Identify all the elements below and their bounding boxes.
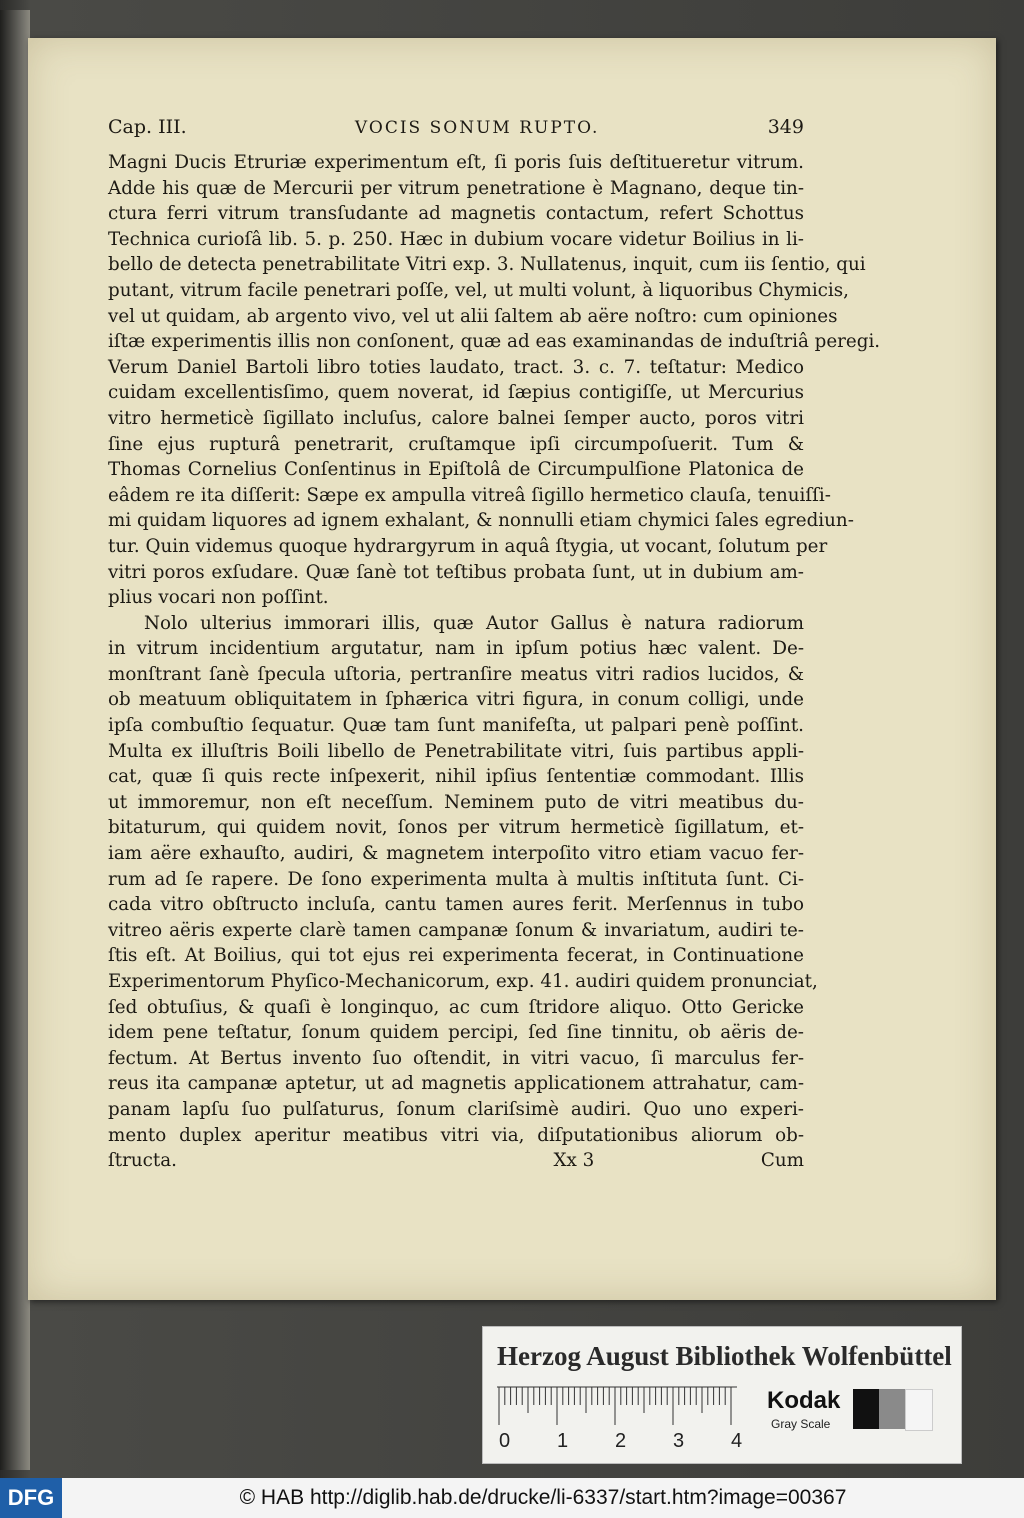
ruler-number: 2	[615, 1430, 627, 1452]
text-line: bitaturum, qui quidem novit, ſonos per vitrum hermeticè ſigillatum, et-	[108, 817, 804, 839]
text-line: mento duplex aperitur meatibus vitri via, diſputationibus aliorum ob-	[108, 1124, 804, 1146]
text-line: bello de detecta penetrabilitate Vitri exp. 3. Nullatenus, inquit, cum iis ſentio, qui	[108, 254, 866, 276]
ruler-scale	[497, 1385, 743, 1452]
text-line: cat, quæ ſi quis recte inſpexerit, nihil ipſius ſententiæ commodant. Illis	[108, 766, 804, 788]
text-line: monſtrant ſanè ſpecula uſtoria, pertranſire meatus vitri radios lucidos, &	[108, 663, 804, 685]
chapter-label: Cap. III.	[108, 116, 187, 138]
text-line: Thomas Cornelius Conſentinus in Epiſtolâ de Circumpulſione Platonica de	[108, 459, 804, 481]
gray-scale-label: Gray Scale	[771, 1417, 831, 1431]
text-line: Multa ex illuſtris Boili libello de Penetrabilitate vitri, ſuis partibus appli-	[108, 740, 804, 762]
text-line: Experimentorum Phyſico-Mechanicorum, exp. 41. audiri quidem pronunciat,	[108, 971, 818, 992]
color-calibration-card	[482, 1326, 962, 1464]
text-line: ſtis eſt. At Boilius, qui tot ejus rei experimenta fecerat, in Continuatione	[108, 945, 804, 967]
swatch-black	[853, 1389, 879, 1429]
ruler-number: 3	[673, 1430, 685, 1452]
text-line: in vitrum incidentium argutatur, nam in ipſum potius hæc valent. De-	[108, 638, 804, 660]
text-line: plius vocari non poſſint.	[108, 587, 329, 609]
text-line: mi quidam liquores ad ignem exhalant, & nonnulli etiam chymici ſales egrediun-	[108, 510, 854, 532]
catchword: Cum	[760, 1150, 804, 1172]
text-line: reus ita campanæ aptetur, ut ad magnetis applicationem attrahatur, cam-	[108, 1073, 804, 1095]
ruler-number: 1	[557, 1430, 569, 1452]
text-line: vitreo aëris experte clarè tamen campanæ ſonum & invariatum, audiri te-	[108, 919, 804, 941]
gray-swatches	[853, 1389, 933, 1429]
text-line: ob meatuum obliquitatem in ſphærica vitri figura, in conum colligi, unde	[108, 689, 804, 711]
footer-bar	[0, 1478, 1024, 1518]
text-line: putant, vitrum facile penetrari poſſe, vel, ut multi volunt, à liquoribus Chymicis,	[108, 279, 849, 301]
text-line: iſtæ experimentis illis non conſonent, quæ ad eas examinandas de induſtriâ peregi.	[108, 331, 881, 353]
running-title: VOCIS SONUM RUPTO.	[354, 118, 600, 138]
text-line: vitro hermeticè ſigillato incluſus, calore balnei ſemper aucto, poros vitri	[108, 407, 804, 429]
kodak-logo: Kodak	[767, 1387, 841, 1414]
ruler-number: 4	[731, 1430, 743, 1452]
text-line: ſed obtuſius, & quaſi è longinquo, ac cum ſtridore aliquo. Otto Gericke	[108, 996, 804, 1018]
text-line: fectum. At Bertus invento ſuo oſtendit, in vitri vacuo, ſi marculus fer-	[108, 1047, 804, 1069]
text-line: Nolo ulterius immorari illis, quæ Autor Gallus è natura radiorum	[144, 612, 804, 634]
body-text	[108, 150, 881, 1148]
book-edge	[0, 10, 30, 1470]
swatch-white	[905, 1389, 933, 1431]
text-line: ut immoremur, non eſt neceſſum. Neminem puto de vitri meatibus du-	[108, 791, 804, 813]
text-line: ipſa combuſtio ſequatur. Quæ tam ſunt manifeſta, ut palpari penè poſſint.	[108, 715, 804, 737]
dfg-logo: DFG	[0, 1478, 62, 1518]
page-footer-line	[108, 1148, 804, 1174]
ruler-number: 0	[499, 1430, 511, 1452]
text-line: vel ut quidam, ab argento vivo, vel ut alii ſaltem ab aëre noſtro: cum opiniones	[108, 305, 838, 327]
swatch-gray	[879, 1389, 905, 1429]
text-line: ſine ejus rupturâ penetrarit, cruſtamque ipſi circumpoſuerit. Tum &	[108, 433, 804, 455]
text-line: iam aëre exhauſto, audiri, & magnetem interpoſito vitro etiam vacuo fer-	[108, 843, 804, 865]
book-page	[28, 38, 996, 1300]
text-line: cada vitro obſtructo incluſa, cantu tamen aures ferit. Merſennus in tubo	[108, 894, 804, 916]
last-word: ſtructa.	[108, 1150, 177, 1172]
text-line: idem pene teſtatur, ſonum quidem percipi, ſed ſine tinnitu, ob aëris de-	[108, 1022, 804, 1044]
library-name: Herzog August Bibliothek Wolfenbüttel	[497, 1341, 952, 1371]
page-number: 349	[767, 116, 804, 138]
page-content	[108, 116, 881, 1174]
source-credit: © HAB http://diglib.hab.de/drucke/li-6337/start.htm?image=00367	[239, 1486, 847, 1509]
text-line: vitri poros exſudare. Quæ ſanè tot teſtibus probata ſunt, ut in dubium am-	[108, 561, 804, 583]
text-line: eâdem re ita diſſerit: Sæpe ex ampulla vitreâ ſigillo hermetico clauſa, tenuiſſi-	[108, 484, 831, 506]
text-line: tur. Quin videmus quoque hydrargyrum in aquâ ſtygia, ut vocant, ſolutum per	[108, 535, 828, 557]
text-line: rum ad ſe rapere. De ſono experimenta multa à multis inſtituta ſunt. Ci-	[108, 868, 804, 890]
text-line: cuidam excellentisſimo, quem noverat, id ſæpius contigiſſe, ut Mercurius	[108, 382, 804, 404]
text-line: Adde his quæ de Mercurii per vitrum penetratione è Magnano, deque tin-	[108, 177, 804, 199]
text-line: Technica curioſâ lib. 5. p. 250. Hæc in dubium vocare videtur Boilius in li-	[108, 228, 804, 250]
text-line: Verum Daniel Bartoli libro toties laudato, tract. 3. c. 7. teſtatur: Medico	[108, 356, 804, 378]
running-head	[108, 116, 804, 150]
text-line: panam lapſu ſuo pulſaturus, ſonum clariſsimè audiri. Quo uno experi-	[108, 1098, 804, 1120]
signature-mark: Xx 3	[553, 1150, 595, 1172]
text-line: Magni Ducis Etruriæ experimentum eſt, ſi poris ſuis deſtitueretur vitrum.	[108, 152, 804, 173]
text-line: ctura ferri vitrum transſudante ad magnetis contactum, refert Schottus	[108, 203, 804, 225]
